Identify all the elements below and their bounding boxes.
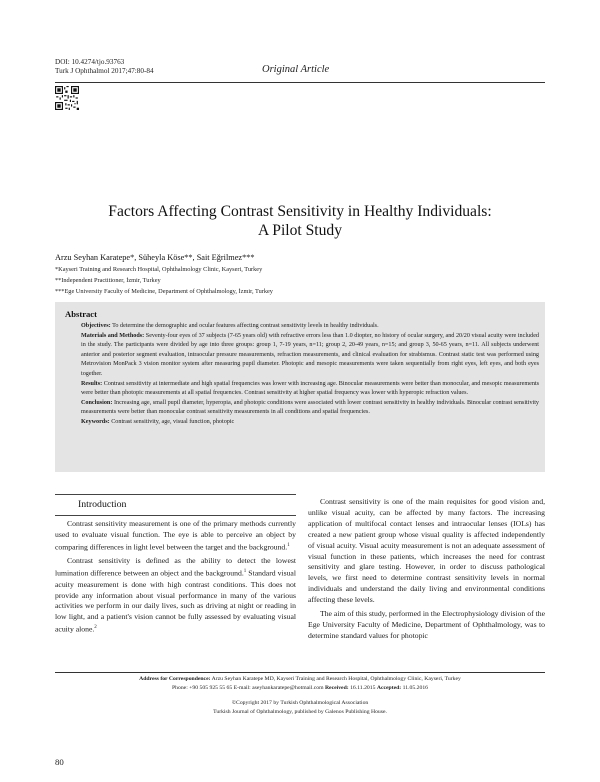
body-column-2 xyxy=(308,497,545,645)
abstract-results: Results: Contrast sensitivity at intermediate and high spatial frequencies was lower with increasing age. Binocular measurements were better than monocular, and mesopic measurements were better than photopic measurements at all spatial frequencies. Contrast sensitivity at higher spatial frequency was lower with hyperopic refraction values. xyxy=(81,380,539,397)
introduction-heading: Introduction xyxy=(78,499,127,510)
paragraph: Contrast sensitivity is one of the main requisites for good vision and, unlike visual acuity, can be affected by many factors. The increasing application of multifocal contact lenses and intraocular lenses (IOLs) has created a new patient group whose visual quality is affected independently of visual acuity. Visual acuity measurement is not an adequate assessment of visual function in these patients, which increases the need for contrast sensitivity and glare testing. However, in order to discuss pathological levels, we first need to determine contrast sensitivity levels in normal individuals and understand the daily living and environmental conditions affecting these levels. xyxy=(308,497,545,605)
abstract-heading: Abstract xyxy=(65,309,97,319)
abstract-methods: Materials and Methods: Seventy-four eyes of 37 subjects (7-65 years old) with refractive errors less than 1.0 diopter, no history of ocular surgery, and 20/20 visual acuity were included in the study. The participants were divided by age into three groups: group 1, 7-19 years, n=11; group 2, 20-49 years, n=15; and group 3, 50-65 years, n=11. All subjects underwent anterior and posterior segment evaluation, intraocular pressure measurements, refraction measurements, and clinical evaluation for strabismus. Contrast static test was performed using Metrovision MonPack 3 vision monitor system after measuring pupil diameter. Photopic and mesopic measurements were taken sequentially from right eyes, left eyes, and both eyes together. xyxy=(81,332,539,377)
affiliation-1: *Kayseri Training and Research Hospital, Ophthalmology Clinic, Kayseri, Turkey xyxy=(55,266,263,273)
footer-divider xyxy=(55,672,545,673)
copyright: ©Copyright 2017 by Turkish Ophthalmological Association Turkish Journal of Ophthalmology, published by Galenos Publishing House. xyxy=(213,700,387,715)
paragraph: Contrast sensitivity is defined as the ability to detect the lowest lumination difference between an object and the background.$^1$ Standard visual acuity measurement is done with high contrast conditions. This does not provide any information about visual performance in many of the various activities we perform in our daily lives, such as driving at night or reading in low light, and a patient's vision cannot be fully assessed by evaluating visual acuity alone.$^2$ xyxy=(55,556,296,634)
affiliation-2: **Independent Practitioner, İzmir, Turkey xyxy=(55,277,161,284)
article-meta xyxy=(55,58,154,76)
body-column-1 xyxy=(55,519,296,639)
title-line-2: A Pilot Study xyxy=(257,222,343,239)
abstract-text xyxy=(81,322,539,428)
page-number: 80 xyxy=(55,757,64,767)
abstract-conclusion: Conclusion: Increasing age, small pupil diameter, hyperopia, and photopic conditions were associated with lower contrast sensitivity in healthy individuals. Binocular contrast sensitivity measurements were better than monocular contrast sensitivity measurements in all conditions and spatial frequencies. xyxy=(81,399,539,416)
abstract-objectives: Objectives: To determine the demographic and ocular features affecting contrast sensitivity levels in healthy individuals. xyxy=(81,323,379,329)
paragraph: Contrast sensitivity measurement is one of the primary methods currently used to evaluate visual function. The eye is able to perceive an object by comparing differences in light level between the target and the background.$^1$ xyxy=(55,519,296,552)
article-type: Original Article xyxy=(262,64,330,75)
abstract-keywords: Keywords: Contrast sensitivity, age, visual function, photopic xyxy=(81,418,235,425)
article-title xyxy=(60,202,540,240)
qr-code-icon xyxy=(55,86,79,110)
correspondence: Address for Correspondence: Arzu Seyhan Karatepe MD, Kayseri Training and Research Hospital, Ophthalmology Clinic, Kayseri, Turkey Phone: +90 505 925 55 65 E-mail: aseyhankaratepe@hotmail.com Received: 16.11.2015 Accepted: 11.05.2016 xyxy=(139,676,461,691)
header-divider xyxy=(55,82,545,83)
doi: DOI: 10.4274/tjo.93763 xyxy=(55,58,125,66)
title-line-1: Factors Affecting Contrast Sensitivity in Healthy Individuals: xyxy=(108,203,492,220)
citation: Turk J Ophthalmol 2017;47:80-84 xyxy=(55,67,154,75)
authors: Arzu Seyhan Karatepe*, Süheyla Köse**, Sait Eğrilmez*** xyxy=(55,253,255,262)
affiliation-3: ***Ege University Faculty of Medicine, Department of Ophthalmology, İzmir, Turkey xyxy=(55,288,273,295)
paragraph: The aim of this study, performed in the Electrophysiology division of the Ege University Faculty of Medicine, Department of Ophthalmology, was to determine standard values for photopic xyxy=(308,609,545,640)
